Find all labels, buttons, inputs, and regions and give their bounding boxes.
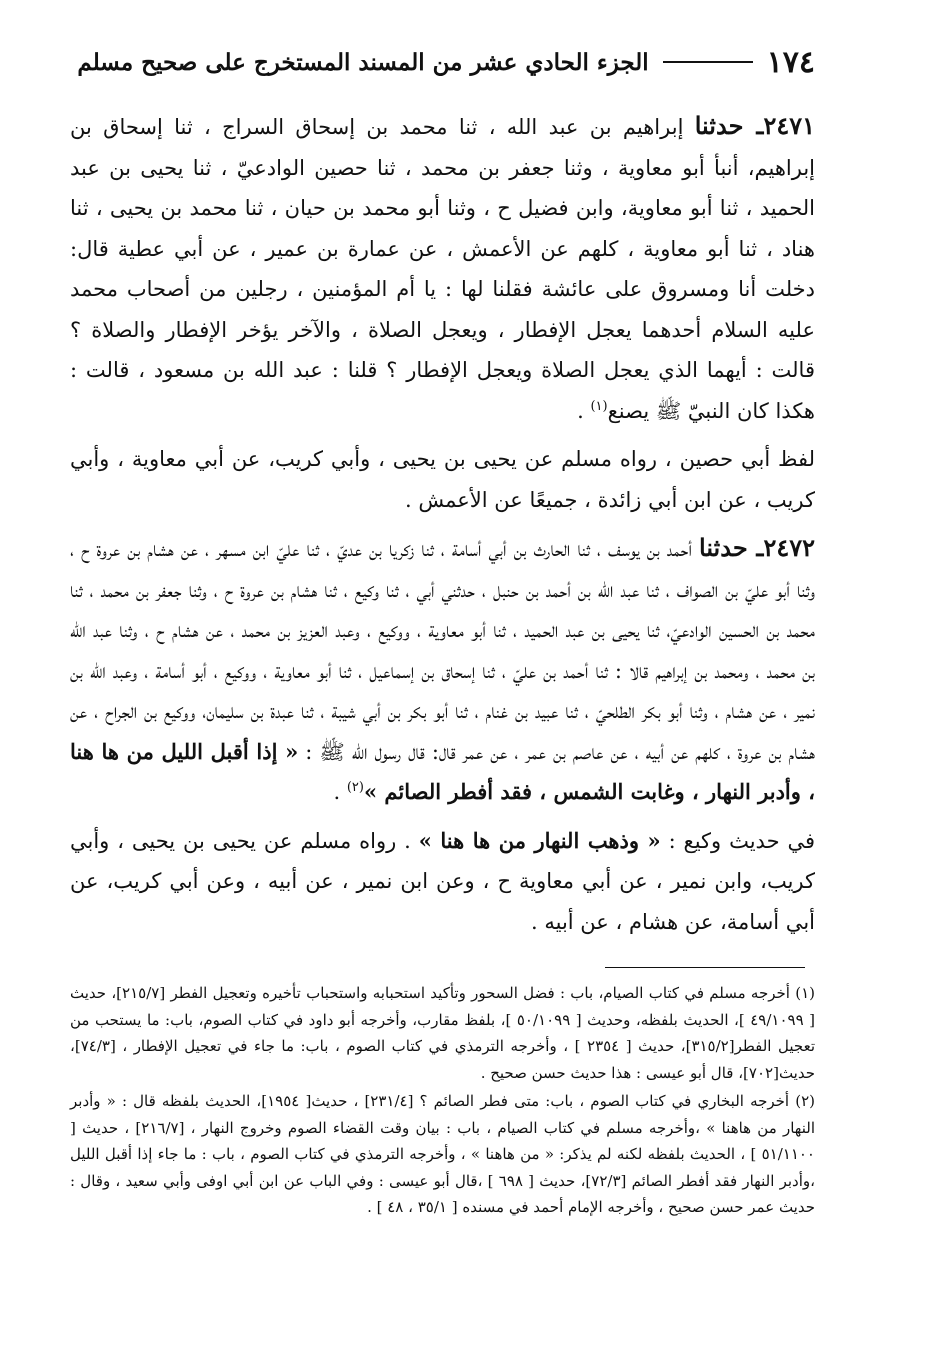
commentary-2471: لفظ أبي حصين ، رواه مسلم عن يحيى بن يحيى ، وأبي كريب، عن أبي معاوية ، وأبي كريب ، عن ابن أبي زائدة ، جميعًا عن الأعمش . (70, 447, 815, 512)
main-text (70, 106, 815, 942)
footnote-ref: (٢) (346, 780, 364, 795)
haddathana-keyword: ـ حدثنا (699, 533, 764, 562)
haddathana-keyword: ـ حدثنا (694, 111, 764, 140)
running-title: الجزء الحادي عشر من المسند المستخرج على صحيح مسلم (77, 48, 649, 76)
commentary-lead: في حديث وكيع : (660, 828, 816, 853)
footnote-ref: (١) (590, 398, 608, 414)
hadith-end: . (333, 780, 347, 804)
footnote-separator (605, 967, 805, 968)
hadith-number: ٢٤٧١ (763, 111, 815, 140)
hadith-isnad: إبراهيم بن عبد الله ، ثنا محمد بن إسحاق السراج ، ثنا إسحاق بن إبراهيم، أنبأ أبو معاوية ، وثنا جعفر بن محمد ، ثنا حصين الوادعيّ ، ثنا يحيى بن عبد الحميد ، ثنا أبو معاوية، وابن فضيل ح ، وثنا أبو محمد بن حيان ، ثنا محمد بن يحيى ، ثنا هناد ، ثنا أبو معاوية ، كلهم عن الأعمش ، عن عمارة بن عمير ، عن أبي عطية قال: دخلت أنا ومسروق على عائشة فقلنا لها : يا أم المؤمنين ، رجلين من أصحاب محمد عليه السلام أحدهما يعجل الإفطار ، ويعجل الصلاة ، والآخر يؤخر الإفطار والصلاة ؟ قالت : أيهما الذي يعجل الصلاة ويعجل الإفطار ؟ قلنا : عبد الله بن مسعود ، قالت : هكذا كان النبيّ ﷺ يصنع (70, 115, 815, 423)
commentary-rest: . رواه مسلم عن يحيى بن يحيى ، وأبي كريب، وابن نمير ، عن أبي معاوية ح ، وعن ابن نمير ، عن أبيه ، وعن أبي كريب، عن أبي أسامة، عن هشام ، عن أبيه . (70, 828, 815, 934)
page-header (70, 40, 815, 84)
hadith-2471 (70, 106, 815, 431)
hadith-2472 (70, 528, 815, 813)
commentary-quote: « وذهب النهار من ها هنا » (418, 827, 661, 853)
page-number: ١٧٤ (766, 44, 815, 80)
hadith-end: . (577, 398, 591, 423)
commentary-2472 (70, 821, 815, 943)
hadith-isnad: أحمد بن يوسف ، ثنا الحارث بن أبي أسامة ، ثنا زكريا بن عديّ ، ثنا عليّ ابن مسهر ، عن هشام بن عروة ح ، وثنا أبو عليّ بن الصواف ، ثنا عبد الله بن أحمد بن حنبل ، حدثني أبي ، ثنا وكيع ، ثنا هشام بن عروة ح ، وثنا جعفر بن محمد ، ثنا محمد بن الحسين الوادعيّ، ثنا يحيى بن عبد الحميد ، ثنا أبو معاوية ، ووكيع ، وعبد العزيز بن محمد ، عن هشام ح ، وثنا عبد الله بن محمد ، ومحمد بن إبراهيم قالا : ثنا أحمد بن عليّ ، ثنا إسحاق بن إسماعيل ، ثنا أبو معاوية ، ووكيع ، أبو أسامة ، وعبد الله بن نمير ، عن هشام ، وثنا أبو بكر الطلحيّ ، ثنا عبيد بن غنام ، ثنا أبو بكر بن أبي شيبة ، ثنا عبدة بن سليمان، ووكيع بن الجراح ، عن هشام بن عروة ، كلهم عن أبيه ، عن عاصم بن عمر ، عن عمر قال: قال رسول الله ﷺ : (70, 537, 815, 764)
hadith-matn: « إذا أقبل الليل من ها هنا ، وأدبر النهار ، وغابت الشمس ، فقد أفطر الصائم » (70, 738, 815, 804)
hadith-number: ٢٤٧٢ (763, 533, 815, 562)
footnote-1: (١) أخرجه مسلم في كتاب الصيام، باب : فضل السحور وتأكيد استحبابه واستحباب تأخيره وتعجيل الفطر [٢١٥/٧]، حديث [ ٤٩/١٠٩٩ ]، الحديث بلفظه، وحديث [ ٥٠/١٠٩٩ ]، بلفظ مقارب، وأخرجه أبو داود في كتاب الصوم، باب: ما يستحب من تعجيل الفطر[٣١٥/٢]، حديث [ ٢٣٥٤ ] ، وأخرجه الترمذي في كتاب الصوم ، باب: ما جاء في تعجيل الإفطار ، [٧٤/٣]، حديث[٧٠٢]، قال أبو عيسى : هذا حديث حسن صحيح . (70, 984, 815, 1082)
footnotes (70, 980, 815, 1221)
footnote-2: (٢) أخرجه البخاري في كتاب الصوم ، باب: متى فطر الصائم ؟ [٢٣١/٤] ، حديث[ ١٩٥٤]، الحديث بلفظه قال : « وأدبر النهار من هاهنا » ،وأخرجه مسلم في كتاب الصيام ، باب : بيان وقت القضاء الصوم وخروج النهار ، [٢١٦/٧] ، حديث [ ٥١/١١٠٠ ] ، الحديث بلفظه لكنه لم يذكر: « من هاهنا » ، وأخرجه الترمذي في كتاب الصوم ، باب : ما جاء إذا أقبل الليل ،وأدبر النهار فقد أفطر الصائم [٧٢/٣]، حديث [ ٦٩٨ ] ،قال أبو عيسى : وفي الباب عن ابن أبي اوفى وأبي سعيد ، وقال : حديث عمر حسن صحيح ، وأخرجه الإمام أحمد في مسنده [ ٣٥/١ ، ٤٨ ] . (70, 1092, 815, 1216)
header-rule (663, 61, 753, 63)
